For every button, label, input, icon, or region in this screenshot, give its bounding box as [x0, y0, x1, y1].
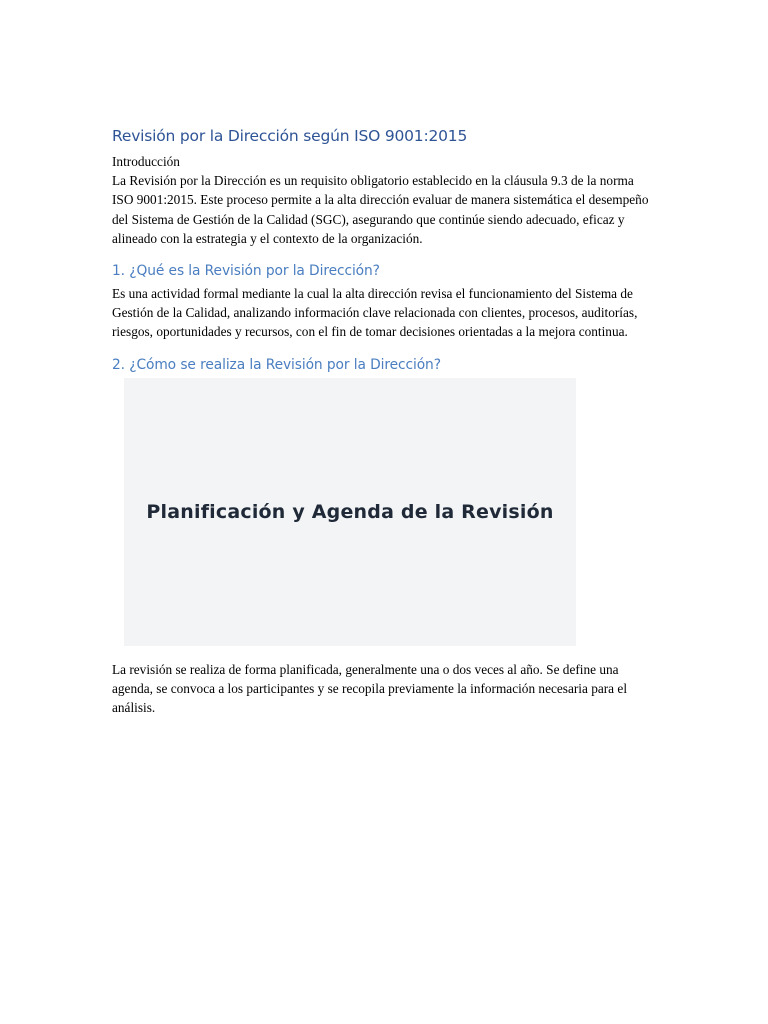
intro-label: Introducción — [112, 154, 180, 169]
planning-figure — [124, 378, 576, 646]
section-2-paragraph: La revisión se realiza de forma planificada, generalmente una o dos veces al año. Se define una agenda, se convoca a los participantes y se recopila previamente la información necesaria para el análisis. — [112, 661, 628, 716]
section-2-heading: 2. ¿Cómo se realiza la Revisión por la Dirección? — [112, 356, 441, 373]
document-title: Revisión por la Dirección según ISO 9001:2015 — [112, 127, 468, 145]
section-1-heading: 1. ¿Qué es la Revisión por la Dirección? — [112, 263, 380, 280]
intro-paragraph: La Revisión por la Dirección es un requisito obligatorio establecido en la cláusula 9.3 de la norma ISO 9001:2015. Este proceso permite a la alta dirección evaluar de manera sistemática el desempeño del Sistema de Gestión de la Calidad (SGC), asegurando que continúe siendo adecuado, eficaz y alineado con la estrategia y el contexto de la organización. — [112, 173, 649, 246]
figure-caption: Planificación y Agenda de la Revisión — [146, 500, 554, 523]
section-1-paragraph: Es una actividad formal mediante la cual la alta dirección revisa el funcionamiento del Sistema de Gestión de la Calidad, analizando información clave relacionada con clientes, procesos, auditorías, riesgos, oportunidades y recursos, con el fin de tomar decisiones orientadas a la mejora continua. — [112, 286, 638, 340]
